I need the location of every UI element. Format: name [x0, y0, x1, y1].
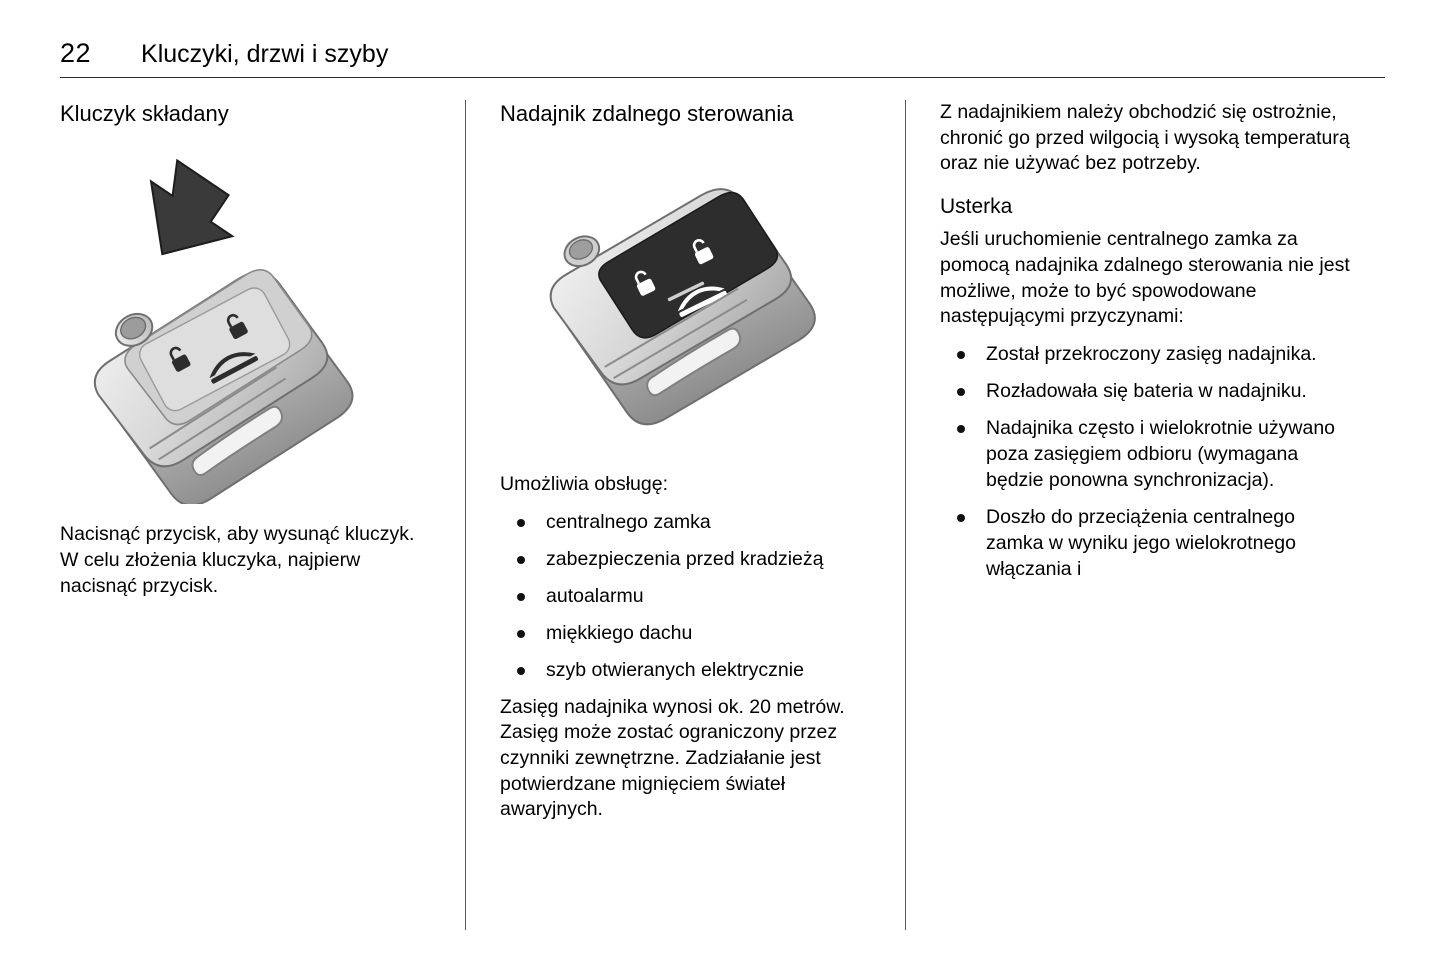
column-left: [60, 100, 465, 930]
list-item: Rozładowała się bateria w nadajniku.: [940, 379, 1350, 405]
press-arrow-icon: [121, 155, 250, 281]
page-columns: [60, 100, 1385, 930]
list-item: autoalarmu: [500, 584, 871, 610]
folding-key-svg: [60, 144, 410, 504]
column-right: [905, 100, 1350, 930]
list-item: szyb otwieranych elektrycznie: [500, 658, 871, 684]
section-heading-remote-control: Nadajnik zdalnego sterowania: [500, 101, 794, 126]
column-middle: [465, 100, 905, 930]
folding-key-paragraph: Nacisnąć przycisk, aby wysunąć kluczyk. W celu złożenia kluczyka, najpierw nacisnąć przycisk.: [60, 523, 415, 597]
chapter-title: Kluczyki, drzwi i szyby: [141, 40, 389, 68]
list-item: Doszło do przeciążenia centralnego zamka w wyniku jego wielokrotnego włączania i: [940, 505, 1350, 583]
fault-intro-paragraph: Jeśli uruchomienie centralnego zamka za pomocą nadajnika zdalnego sterowania nie jest możliwe, może to być spowodowane następującymi przyczynami:: [940, 228, 1350, 328]
remote-care-paragraph: Z nadajnikiem należy obchodzić się ostrożnie, chronić go przed wilgocią i wysoką temperaturą oraz nie używać bez potrzeby.: [940, 101, 1350, 175]
list-item: miękkiego dachu: [500, 621, 871, 647]
fault-causes-list: [940, 342, 1350, 582]
section-heading-folding-key: Kluczyk składany: [60, 101, 229, 126]
remote-control-key-illustration: [500, 144, 890, 454]
list-item: centralnego zamka: [500, 510, 871, 536]
remote-intro-paragraph: Umożliwia obsługę:: [500, 473, 668, 496]
list-item: zabezpieczenia przed kradzieżą: [500, 547, 871, 573]
remote-range-paragraph: Zasięg nadajnika wynosi ok. 20 metrów. Zasięg może zostać ograniczony przez czynniki zewnętrzne. Zadziałanie jest potwierdzane mignięciem świateł awaryjnych.: [500, 695, 845, 821]
folding-key-illustration: [60, 144, 410, 504]
list-item: Został przekroczony zasięg nadajnika.: [940, 342, 1350, 368]
remote-functions-list: [500, 510, 871, 684]
page-number: 22: [60, 38, 92, 68]
list-item: Nadajnika często i wielokrotnie używano poza zasięgiem odbioru (wymagana będzie ponowna synchronizacja).: [940, 416, 1350, 494]
section-heading-fault: Usterka: [940, 195, 1013, 219]
page-header: [60, 38, 1385, 78]
remote-key-svg: [500, 144, 890, 444]
